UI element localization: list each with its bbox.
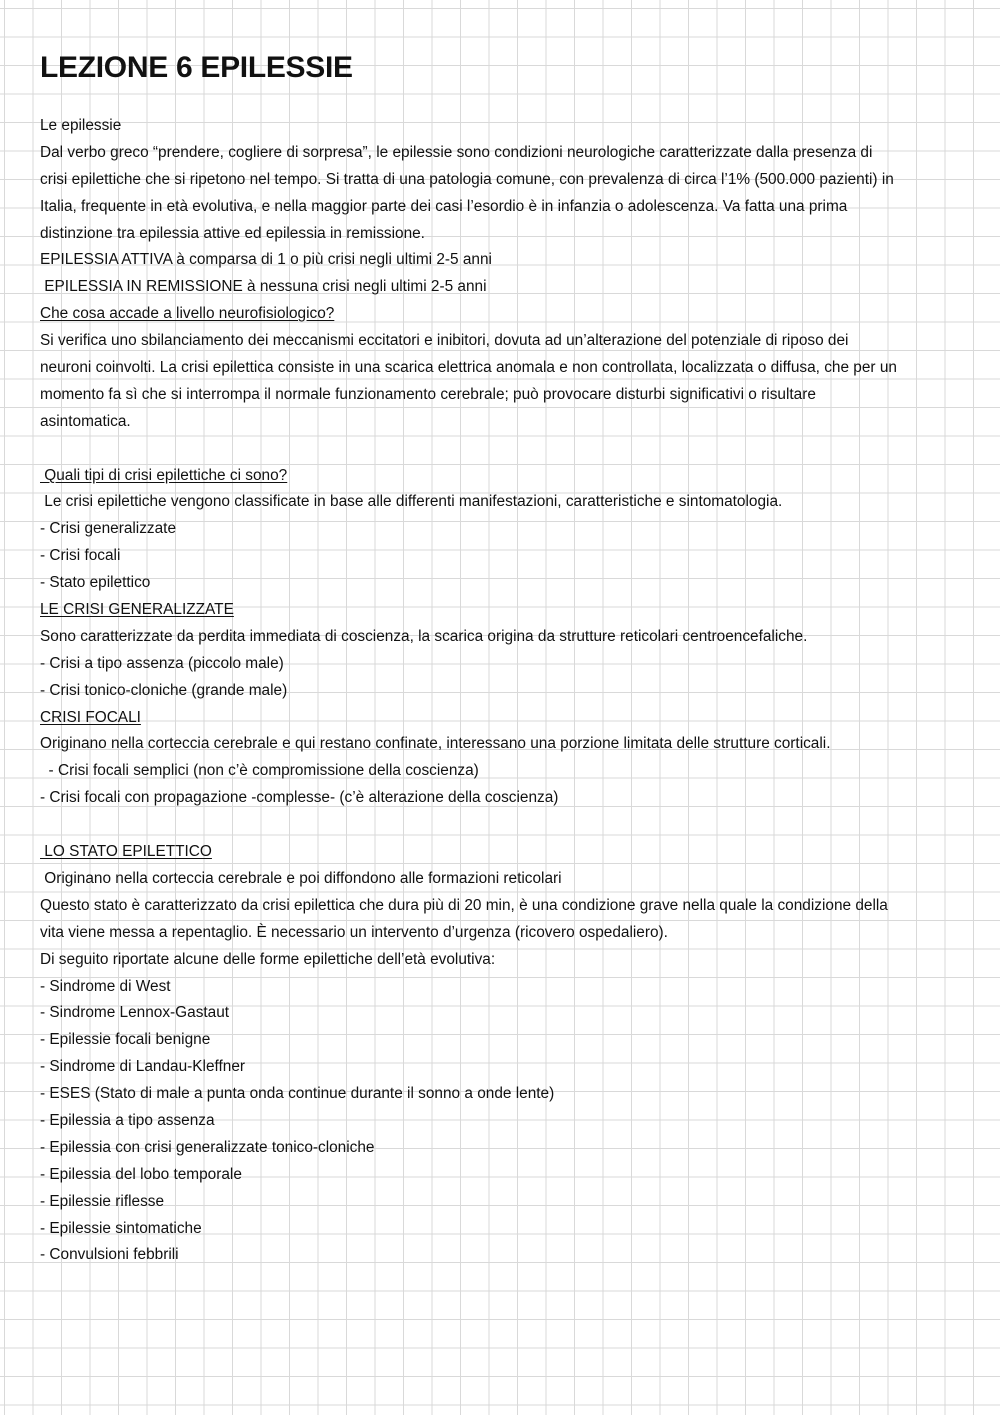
section-heading-tipi-crisi-text: Quali tipi di crisi epilettiche ci sono? [40,466,288,484]
text-line: Si verifica uno sbilanciamento dei meccanismi eccitatori e inibitori, dovuta ad un’alterazione del potenziale di riposo dei [40,332,849,350]
list-item: - Epilessie focali benigne [40,1031,211,1049]
list-item: - ESES (Stato di male a punta onda continue durante il sonno a onde lente) [40,1085,555,1103]
list-item: - Epilessia a tipo assenza [40,1111,215,1129]
text-line: Italia, frequente in età evolutiva, e nella maggior parte dei casi l’esordio è in infanzia o adolescenza. Va fatta una prima [40,197,848,215]
list-item: - Sindrome di Landau-Kleffner [40,1058,246,1076]
text-line: Sono caratterizzate da perdita immediata di coscienza, la scarica origina da strutture reticolari centroencefaliche. [40,627,808,645]
text-line: crisi epilettiche che si ripetono nel tempo. Si tratta di una patologia comune, con prevalenza di circa l’1% (500.000 pazienti) in [40,170,894,188]
list-item: - Sindrome Lennox-Gastaut [40,1004,230,1022]
list-item: - Epilessia con crisi generalizzate tonico-cloniche [40,1138,375,1156]
blank-line [40,812,970,839]
text-line: asintomatica. [40,412,131,430]
list-item: - Crisi tonico-cloniche (grande male) [40,681,288,699]
list-item: - Crisi a tipo assenza (piccolo male) [40,654,284,672]
list-item: - Crisi generalizzate [40,520,176,538]
text-line: vita viene messa a repentaglio. È necessario un intervento d’urgenza (ricovero ospedaliero). [40,923,668,941]
list-item: - Sindrome di West [40,977,171,995]
section-heading-crisi-focali: CRISI FOCALI [40,708,141,726]
document-body [40,113,970,1269]
section-heading-neurofisiologico: Che cosa accade a livello neurofisiologico? [40,305,335,323]
section-heading-tipi-crisi [40,463,970,490]
list-item: - Crisi focali [40,547,121,565]
list-item: - Stato epilettico [40,574,151,592]
list-item: - Epilessia del lobo temporale [40,1165,242,1183]
page-title: LEZIONE 6 EPILESSIE [40,51,353,84]
text-line: momento fa sì che si interrompa il normale funzionamento cerebrale; può provocare disturbi significativi o risultare [40,385,816,403]
section-heading-stato-epilettico-text: LO STATO EPILETTICO [40,843,212,861]
text-line: neuroni coinvolti. La crisi epilettica consiste in una scarica elettrica anomala e non controllata, localizzata o diffusa, che per un [40,359,897,377]
list-item: - Crisi focali con propagazione -complesse- (c’è alterazione della coscienza) [40,789,559,807]
text-line: Originano nella corteccia cerebrale e poi diffondono alle formazioni reticolari [40,869,562,887]
text-line: Questo stato è caratterizzato da crisi epilettica che dura più di 20 min, è una condizione grave nella quale la condizione della [40,896,888,914]
text-line: Di seguito riportate alcune delle forme epilettiche dell’età evolutiva: [40,950,496,968]
list-item: - Epilessie sintomatiche [40,1219,202,1237]
text-line: EPILESSIA ATTIVA à comparsa di 1 o più crisi negli ultimi 2-5 anni [40,251,492,269]
text-line: Originano nella corteccia cerebrale e qui restano confinate, interessano una porzione limitata delle strutture corticali. [40,735,831,753]
text-line: Le crisi epilettiche vengono classificate in base alle differenti manifestazioni, caratteristiche e sintomatologia. [40,493,783,511]
list-item: - Convulsioni febbrili [40,1246,179,1264]
text-line: Dal verbo greco “prendere, cogliere di sorpresa”, le epilessie sono condizioni neurologiche caratterizzate dalla presenza di [40,143,873,161]
paragraph-heading: Le epilessie [40,117,122,134]
list-item: - Epilessie riflesse [40,1192,165,1210]
list-item: - Crisi focali semplici (non c’è compromissione della coscienza) [40,762,479,780]
text-line: EPILESSIA IN REMISSIONE à nessuna crisi negli ultimi 2-5 anni [40,278,487,296]
section-heading-crisi-generalizzate: LE CRISI GENERALIZZATE [40,601,234,619]
blank-line [40,436,970,463]
section-heading-stato-epilettico [40,839,970,866]
text-line: distinzione tra epilessia attive ed epilessia in remissione. [40,224,425,242]
